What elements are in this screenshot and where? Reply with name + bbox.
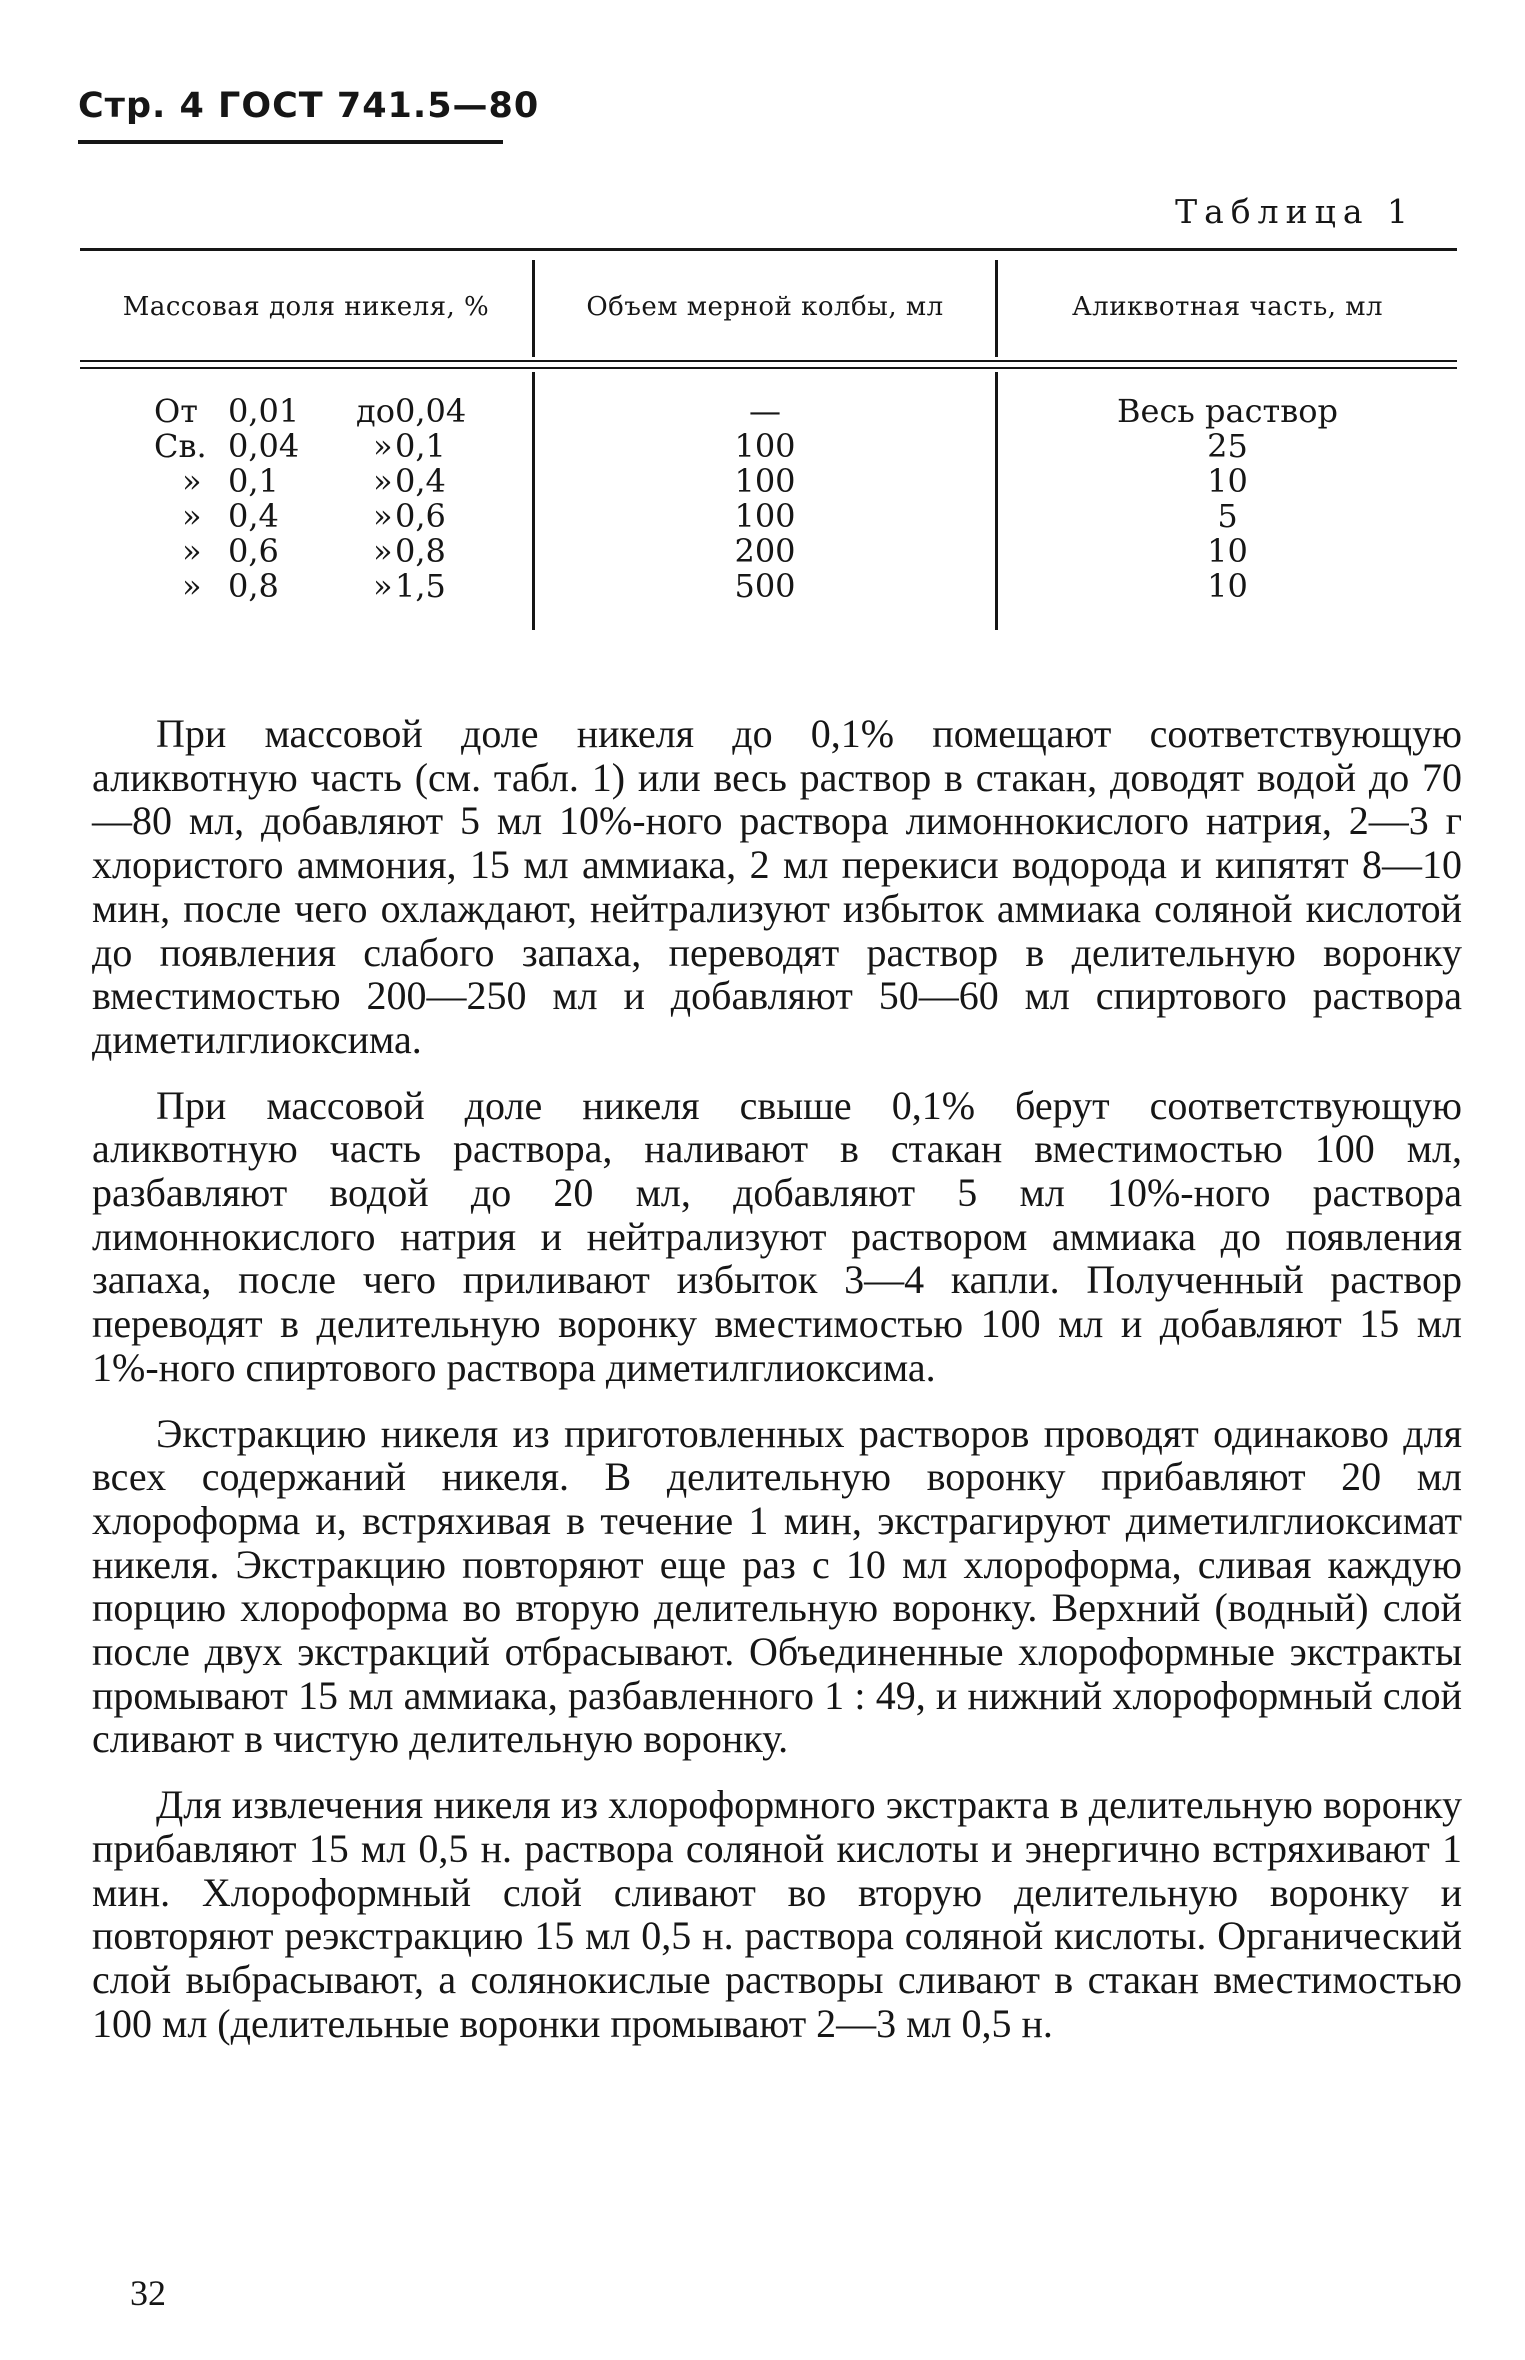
page-header: Стр. 4 ГОСТ 741.5—80 xyxy=(78,86,540,126)
data-table xyxy=(80,248,1457,640)
table-cell: Весь раствор xyxy=(1117,392,1338,430)
table-cell: 100 xyxy=(734,427,796,465)
column-header-nickel-fraction: Массовая доля никеля, % xyxy=(122,292,490,322)
paragraph: Экстракцию никеля из приготовленных растворов проводят одинаково для всех содержаний никеля. В делительную воронку прибавляют 20 мл хлороформа и, встряхивая в течение 1 мин, экстрагируют диметилглиоксимат никеля. Экстракцию повторяют еще раз с 10 мл хлороформа, сливая каждую порцию хлороформа во вторую делительную воронку. Верхний (водный) слой после двух экстракций отбрасывают. Объединенные хлороформные экстракты промывают 15 мл аммиака, разбавленного 1 : 49, и нижний хлороформный слой сливают в чистую делительную воронку. xyxy=(92,1410,1462,1762)
table-caption: Таблица 1 xyxy=(1175,192,1415,231)
table-row xyxy=(80,464,535,499)
range-to: 0,1 xyxy=(395,427,446,465)
table-cell: 10 xyxy=(1207,462,1248,500)
header-double-rule-top xyxy=(80,360,1457,362)
range-prefix: » xyxy=(182,497,202,535)
range-from: 0,1 xyxy=(228,462,279,500)
table-cell: — xyxy=(749,392,781,430)
table-cell: 100 xyxy=(734,497,796,535)
table-cell: 500 xyxy=(734,567,796,605)
paragraph: При массовой доле никеля до 0,1% помещают соответствующую аликвотную часть (см. табл. 1) или весь раствор в стакан, доводят водой до 70—80 мл, добавляют 5 мл 10%-ного раствора лимоннокислого натрия, 2—3 г хлористого аммония, 15 мл аммиака, 2 мл перекиси водорода и кипятят 8—10 мин, после чего охлаждают, нейтрализуют избыток аммиака соляной кислотой до появления слабого запаха, переводят раствор в делительную воронку вместимостью 200—250 мл и добавляют 50—60 мл спиртового раствора диметилглиоксима. xyxy=(92,711,1462,1062)
range-connector: » xyxy=(373,427,393,465)
range-prefix: » xyxy=(182,462,202,500)
flask-volume-column xyxy=(535,394,995,604)
table-cell: 25 xyxy=(1207,427,1248,465)
range-connector: » xyxy=(373,567,393,605)
range-from: 0,4 xyxy=(228,497,279,535)
range-to: 0,04 xyxy=(395,392,467,430)
body-text xyxy=(92,712,1462,2067)
range-connector: » xyxy=(373,497,393,535)
table-top-rule xyxy=(80,248,1457,251)
table-row xyxy=(80,569,535,604)
range-from: 0,04 xyxy=(228,427,300,465)
paragraph: Для извлечения никеля из хлороформного экстракта в делительную воронку прибавляют 15 мл 0,5 н. раствора соляной кислоты и энергично встряхивают 1 мин. Хлороформный слой сливают во вторую делительную воронку и повторяют реэкстракцию 15 мл 0,5 н. раствора соляной кислоты. Органический слой выбрасывают, а солянокислые растворы сливают в стакан вместимостью 100 мл (делительные воронки промывают 2—3 мл 0,5 н. xyxy=(92,1782,1462,2046)
header-rule xyxy=(78,140,503,144)
column-header-aliquot: Аликвотная часть, мл xyxy=(1071,292,1384,322)
table-row xyxy=(80,499,535,534)
range-to: 0,4 xyxy=(395,462,446,500)
paragraph: При массовой доле никеля свыше 0,1% берут соответствующую аликвотную часть раствора, наливают в стакан вместимостью 100 мл, разбавляют водой до 20 мл, добавляют 5 мл 10%-ного раствора лимоннокислого натрия и нейтрализуют раствором аммиака до появления запаха, после чего приливают избыток 3—4 капли. Полученный раствор переводят в делительную воронку вместимостью 100 мл и добавляют 15 мл 1%-ного спиртового раствора диметилглиоксима. xyxy=(92,1082,1462,1390)
range-to: 1,5 xyxy=(395,567,446,605)
table-row xyxy=(80,534,535,569)
table-cell: 100 xyxy=(734,462,796,500)
range-from: 0,01 xyxy=(228,392,300,430)
table-row xyxy=(80,394,535,429)
range-connector: » xyxy=(373,532,393,570)
range-prefix: Св. xyxy=(154,427,207,465)
range-prefix: » xyxy=(182,567,202,605)
range-from: 0,6 xyxy=(228,532,279,570)
page-number: 32 xyxy=(130,2273,166,2313)
range-to: 0,8 xyxy=(395,532,446,570)
range-connector: до xyxy=(356,392,395,430)
range-connector: » xyxy=(373,462,393,500)
column-header-flask-volume: Объем мерной колбы, мл xyxy=(586,292,944,322)
range-to: 0,6 xyxy=(395,497,446,535)
nickel-fraction-column xyxy=(80,394,535,604)
table-cell: 5 xyxy=(1217,497,1238,535)
aliquot-column xyxy=(998,394,1457,604)
table-cell: 200 xyxy=(734,532,796,570)
range-from: 0,8 xyxy=(228,567,279,605)
range-prefix: » xyxy=(182,532,202,570)
header-double-rule-bottom xyxy=(80,367,1457,369)
table-cell: 10 xyxy=(1207,532,1248,570)
table-row xyxy=(80,429,535,464)
table-cell: 10 xyxy=(1207,567,1248,605)
range-prefix: От xyxy=(154,392,198,430)
